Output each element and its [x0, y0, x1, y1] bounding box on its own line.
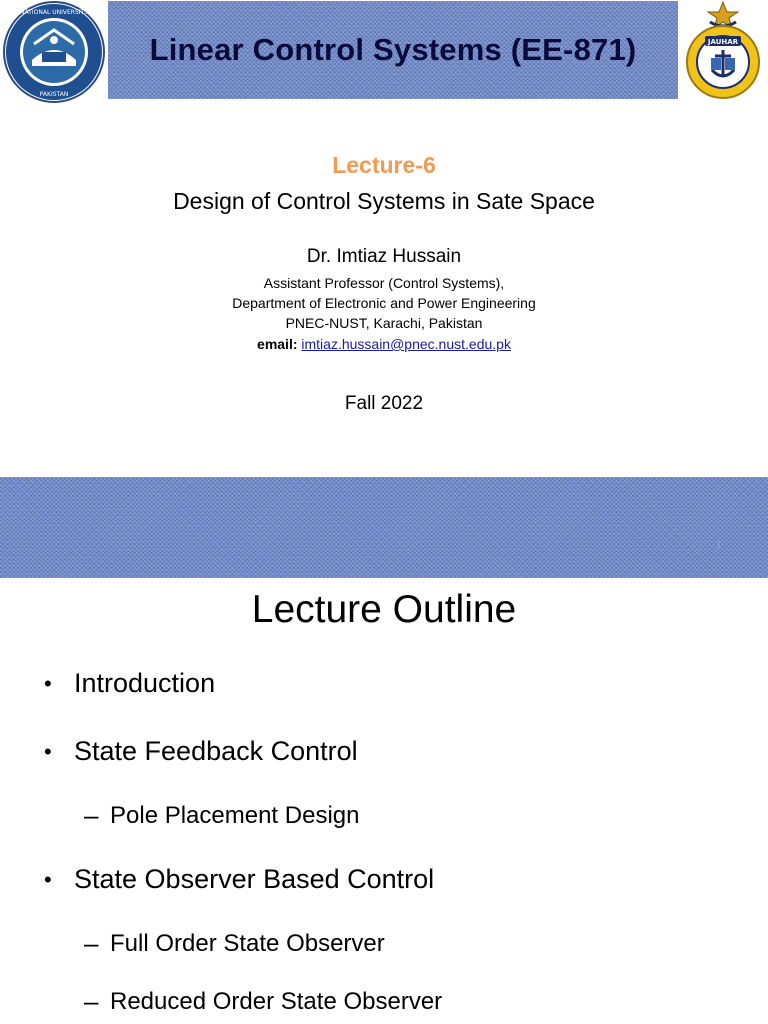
outline-item-text: State Feedback Control	[74, 736, 358, 766]
affiliation-line: Assistant Professor (Control Systems),	[263, 275, 505, 291]
outline-subitem	[84, 928, 385, 959]
jauhar-crest-logo	[680, 0, 766, 100]
dash-icon: –	[84, 800, 99, 830]
bullet-icon: •	[44, 866, 52, 892]
bullet-icon: •	[44, 670, 52, 696]
affiliation-line: Department of Electronic and Power Engineering	[232, 295, 536, 311]
outline-item	[44, 736, 358, 767]
nust-seal-logo	[2, 0, 106, 104]
svg-text:JAUHAR: JAUHAR	[707, 38, 739, 46]
slide-number: 1	[715, 539, 722, 551]
outline-item	[44, 864, 434, 895]
email-label: email:	[257, 336, 298, 352]
svg-text:PAKISTAN: PAKISTAN	[39, 91, 69, 98]
outline-subitem	[84, 986, 442, 1017]
dash-icon: –	[84, 986, 99, 1016]
author-name: Dr. Imtiaz Hussain	[306, 246, 462, 267]
outline-item	[44, 668, 215, 699]
lecture-number: Lecture-6	[332, 152, 436, 178]
affiliation-line: PNEC-NUST, Karachi, Pakistan	[285, 315, 483, 331]
dash-icon: –	[84, 928, 99, 958]
outline-item-text: State Observer Based Control	[74, 864, 435, 894]
outline-title: Lecture Outline	[251, 588, 517, 631]
term-label: Fall 2022	[344, 393, 424, 414]
outline-item-text: Introduction	[74, 668, 216, 698]
outline-subitem	[84, 800, 359, 831]
outline-slide	[0, 578, 768, 1024]
title-banner	[108, 1, 678, 99]
outline-subitem-text: Reduced Order State Observer	[110, 987, 443, 1015]
outline-subitem-text: Full Order State Observer	[110, 929, 385, 957]
bullet-icon: •	[44, 738, 52, 764]
lecture-title: Design of Control Systems in Sate Space	[173, 188, 595, 214]
outline-subitem-text: Pole Placement Design	[110, 801, 360, 829]
email-line	[0, 336, 768, 352]
footer-banner	[0, 477, 768, 578]
email-link[interactable]: imtiaz.hussain@pnec.nust.edu.pk	[301, 336, 511, 352]
svg-text:NATIONAL UNIVERSITY: NATIONAL UNIVERSITY	[20, 9, 88, 16]
course-title: Linear Control Systems (EE-871)	[149, 32, 637, 67]
